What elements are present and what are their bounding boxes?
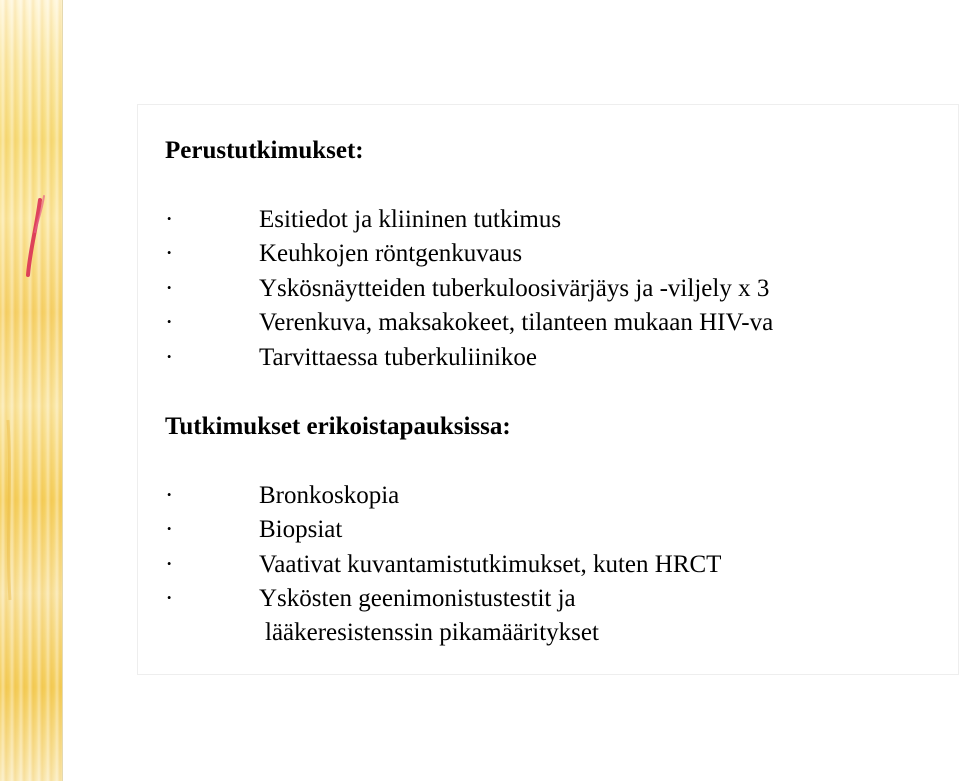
bullet-icon: · [165, 482, 174, 509]
bullet-icon: · [165, 585, 174, 612]
section-heading-basic-exams: Perustutkimukset: [165, 137, 364, 164]
list-item-text: Yskösnäytteiden tuberkuloosivärjäys ja -viljely x 3 [259, 275, 770, 302]
list-item [165, 203, 945, 237]
list-item [165, 479, 945, 513]
bullet-icon: · [165, 516, 174, 543]
list-item-continuation: lääkeresistenssin pikamääritykset [265, 619, 599, 646]
list-item [165, 306, 945, 340]
list-item-text: Verenkuva, maksakokeet, tilanteen mukaan HIV-va [259, 309, 774, 336]
list-item [165, 513, 945, 547]
list-item [165, 341, 945, 375]
list-item-text: Yskösten geenimonistustestit ja [259, 585, 576, 612]
bullet-icon: · [165, 344, 174, 371]
list-item-text: Tarvittaessa tuberkuliinikoe [259, 344, 538, 371]
bullet-icon: · [165, 240, 174, 267]
list-item-text: Vaativat kuvantamistutkimukset, kuten HRCT [259, 551, 722, 578]
list-item [165, 272, 945, 306]
list-item [165, 582, 945, 616]
strip-accent-brush [0, 0, 62, 781]
list-item-text: Bronkoskopia [259, 482, 400, 509]
list-item [165, 237, 945, 271]
bullet-icon: · [165, 206, 174, 233]
list-item-text: Keuhkojen röntgenkuvaus [259, 240, 523, 267]
section-heading-special-exams: Tutkimukset erikoistapauksissa: [165, 413, 511, 440]
bullet-icon: · [165, 275, 174, 302]
list-item-text: Esitiedot ja kliininen tutkimus [259, 206, 562, 233]
list-item-text: Biopsiat [259, 516, 343, 543]
decorative-side-strip [0, 0, 63, 781]
bullet-icon: · [165, 309, 174, 336]
bullet-icon: · [165, 551, 174, 578]
list-item [165, 548, 945, 582]
